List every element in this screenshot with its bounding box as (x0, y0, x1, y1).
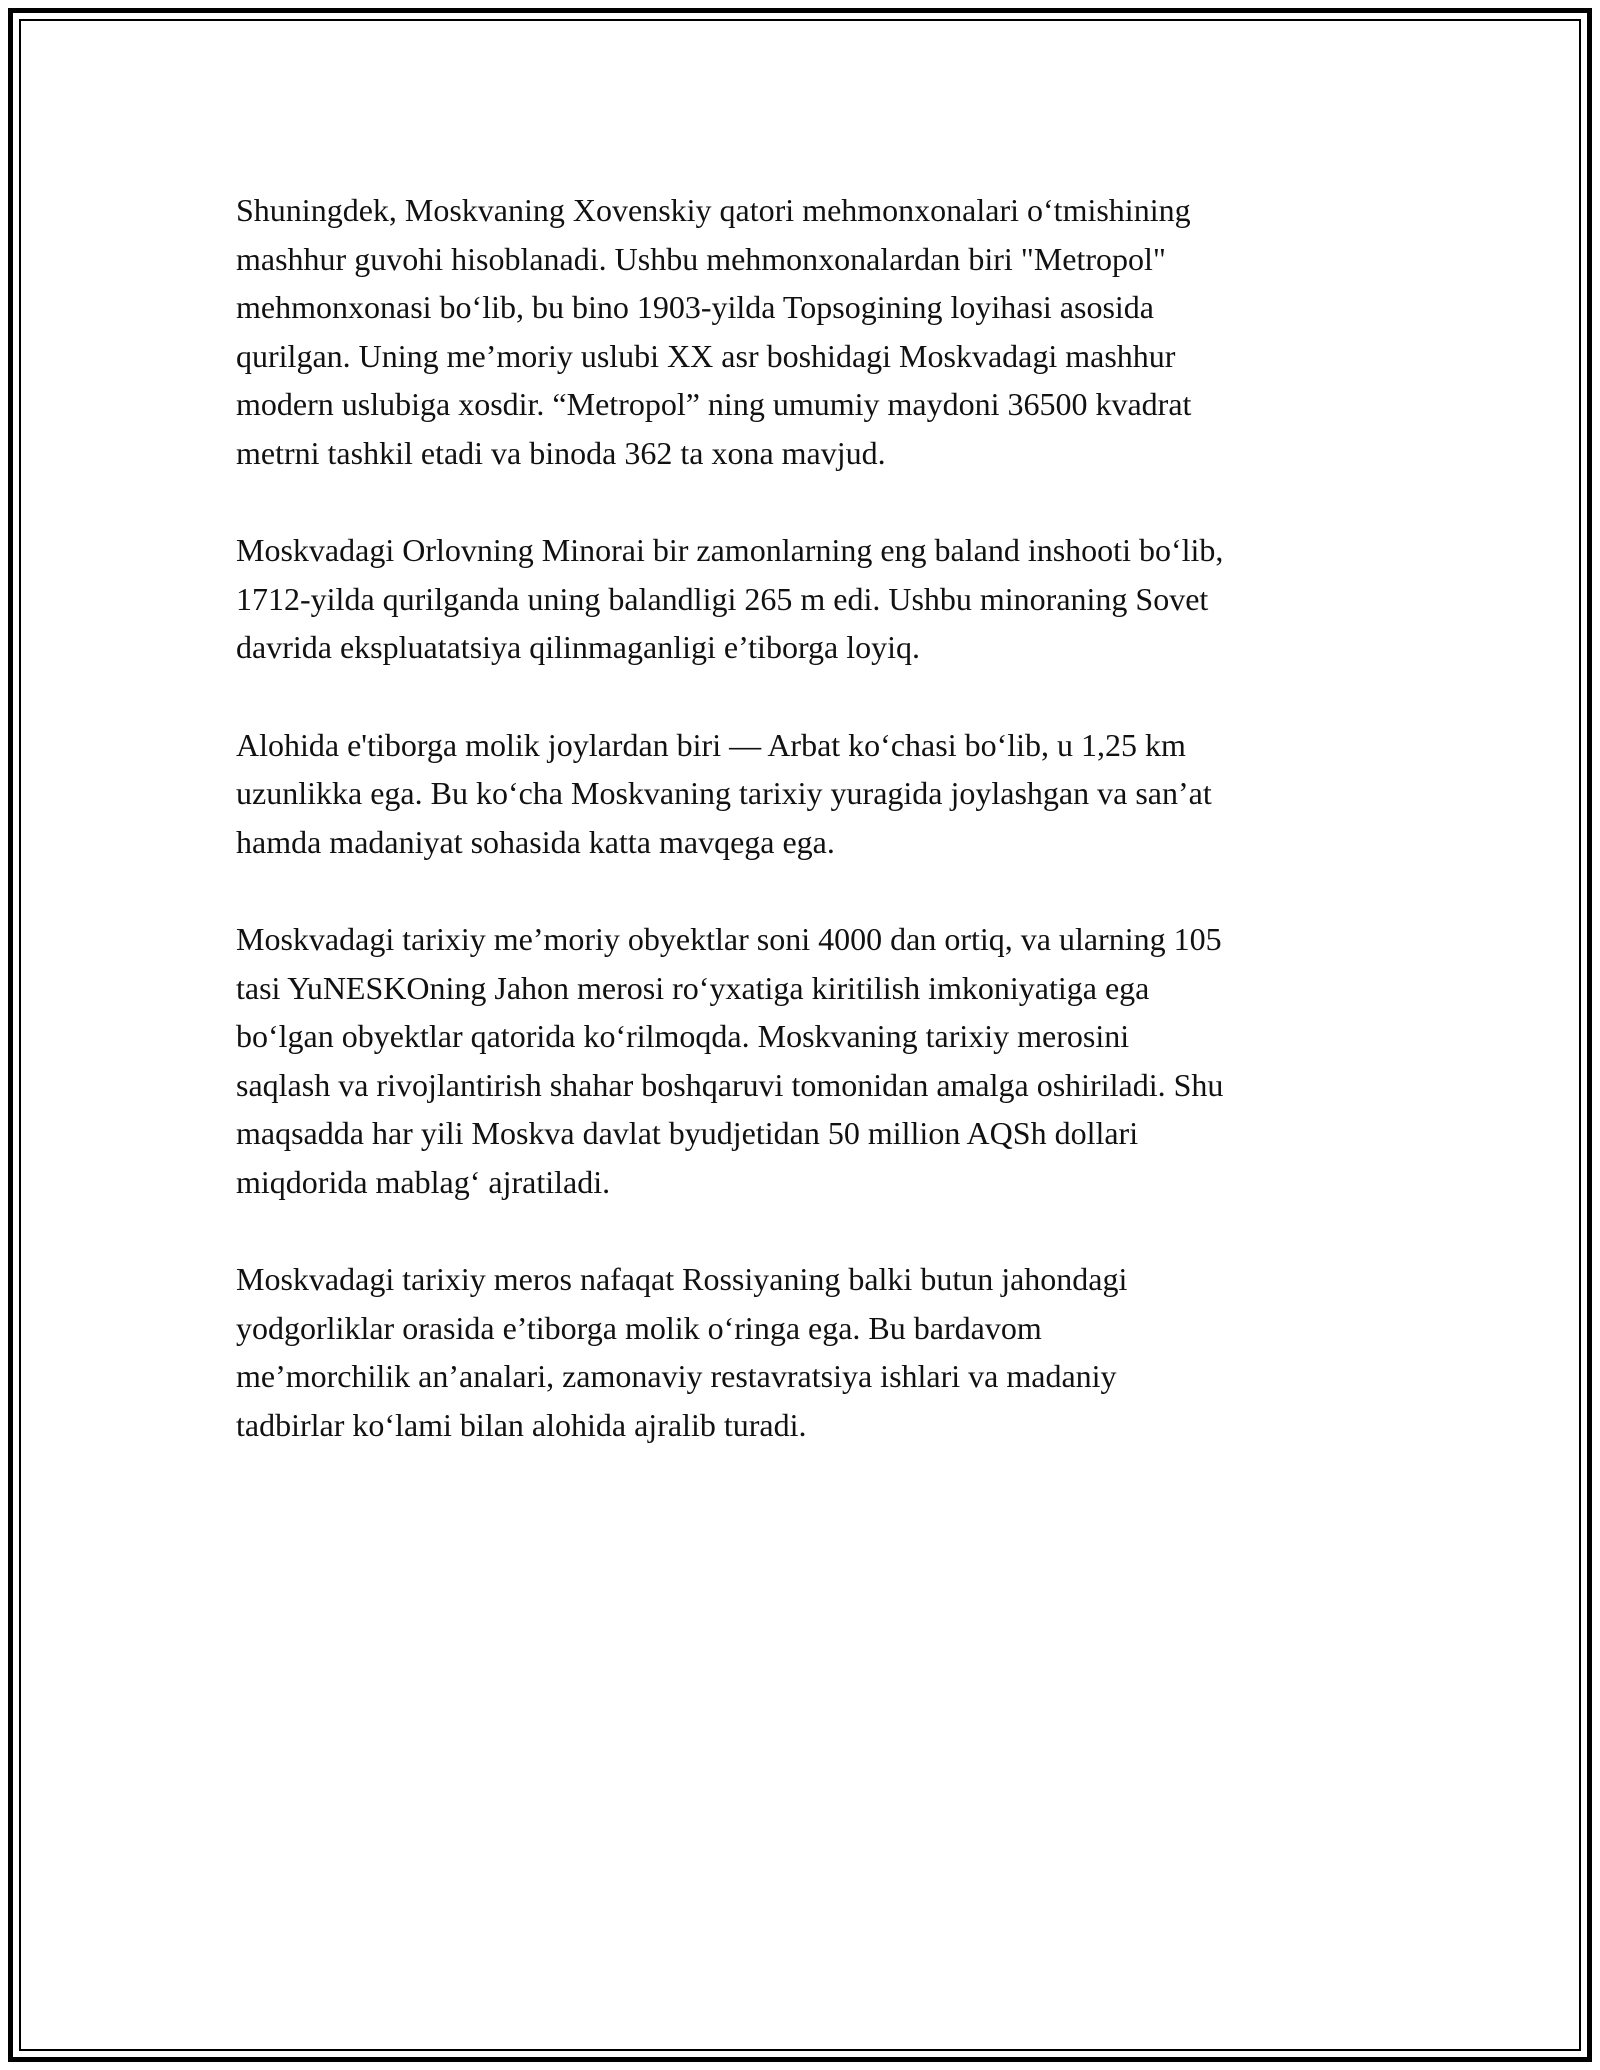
paragraph-arbat (236, 721, 1396, 867)
text-line: yodgorliklar orasida e’tiborga molik o‘ringa ega. Bu bardavom (236, 1309, 1042, 1346)
text-line: maqsadda har yili Moskva davlat byudjetidan 50 million AQSh dollari (236, 1115, 1139, 1151)
text-line: metrni tashkil etadi va binoda 362 ta xona mavjud. (236, 434, 886, 471)
paragraph-metropol (236, 186, 1396, 477)
text-line: modern uslubiga xosdir. “Metropol” ning umumiy maydoni 36500 kvadrat (236, 386, 1192, 422)
text-line: Moskvadagi tarixiy meros nafaqat Rossiyaning balki butun jahondagi (236, 1261, 1128, 1297)
paragraph-heritage-objects (236, 915, 1396, 1206)
text-line: saqlash va rivojlantirish shahar boshqaruvi tomonidan amalga oshiriladi. Shu (236, 1066, 1224, 1103)
text-line: uzunlikka ega. Bu ko‘cha Moskvaning tarixiy yuragida joylashgan va san’at (236, 775, 1212, 811)
text-line: miqdorida mablag‘ ajratiladi. (236, 1163, 611, 1200)
text-line: hamda madaniyat sohasida katta mavqega ega. (236, 823, 835, 860)
text-line: mashhur guvohi hisoblanadi. Ushbu mehmonxonalardan biri "Metropol" (236, 240, 1166, 277)
text-line: tasi YuNESKOning Jahon merosi ro‘yxatiga kiritilish imkoniyatiga ega (236, 969, 1150, 1006)
text-line: tadbirlar ko‘lami bilan alohida ajralib turadi. (236, 1406, 807, 1443)
text-line: mehmonxonasi bo‘lib, bu bino 1903-yilda Topsogining loyihasi asosida (236, 289, 1154, 325)
text-line: qurilgan. Uning me’moriy uslubi XX asr boshidagi Moskvadagi mashhur (236, 337, 1176, 374)
text-line: Alohida e'tiborga molik joylardan biri — Arbat ko‘chasi bo‘lib, u 1,25 km (236, 726, 1186, 763)
document-body (236, 186, 1396, 1498)
paragraph-conclusion (236, 1255, 1396, 1449)
text-line: davrida ekspluatatsiya qilinmaganligi e’tiborga loyiq. (236, 629, 920, 665)
text-line: Shuningdek, Moskvaning Xovenskiy qatori mehmonxonalari o‘tmishining (236, 192, 1191, 228)
paragraph-orlov-tower (236, 526, 1396, 672)
text-line: 1712-yilda qurilganda uning balandligi 265 m edi. Ushbu minoraning Sovet (236, 580, 1209, 617)
text-line: bo‘lgan obyektlar qatorida ko‘rilmoqda. Moskvaning tarixiy merosini (236, 1018, 1130, 1054)
text-line: Moskvadagi Orlovning Minorai bir zamonlarning eng baland inshooti bo‘lib, (236, 532, 1224, 568)
text-line: Moskvadagi tarixiy me’moriy obyektlar soni 4000 dan ortiq, va ularning 105 (236, 921, 1222, 957)
text-line: me’morchilik an’analari, zamonaviy restavratsiya ishlari va madaniy (236, 1358, 1117, 1394)
